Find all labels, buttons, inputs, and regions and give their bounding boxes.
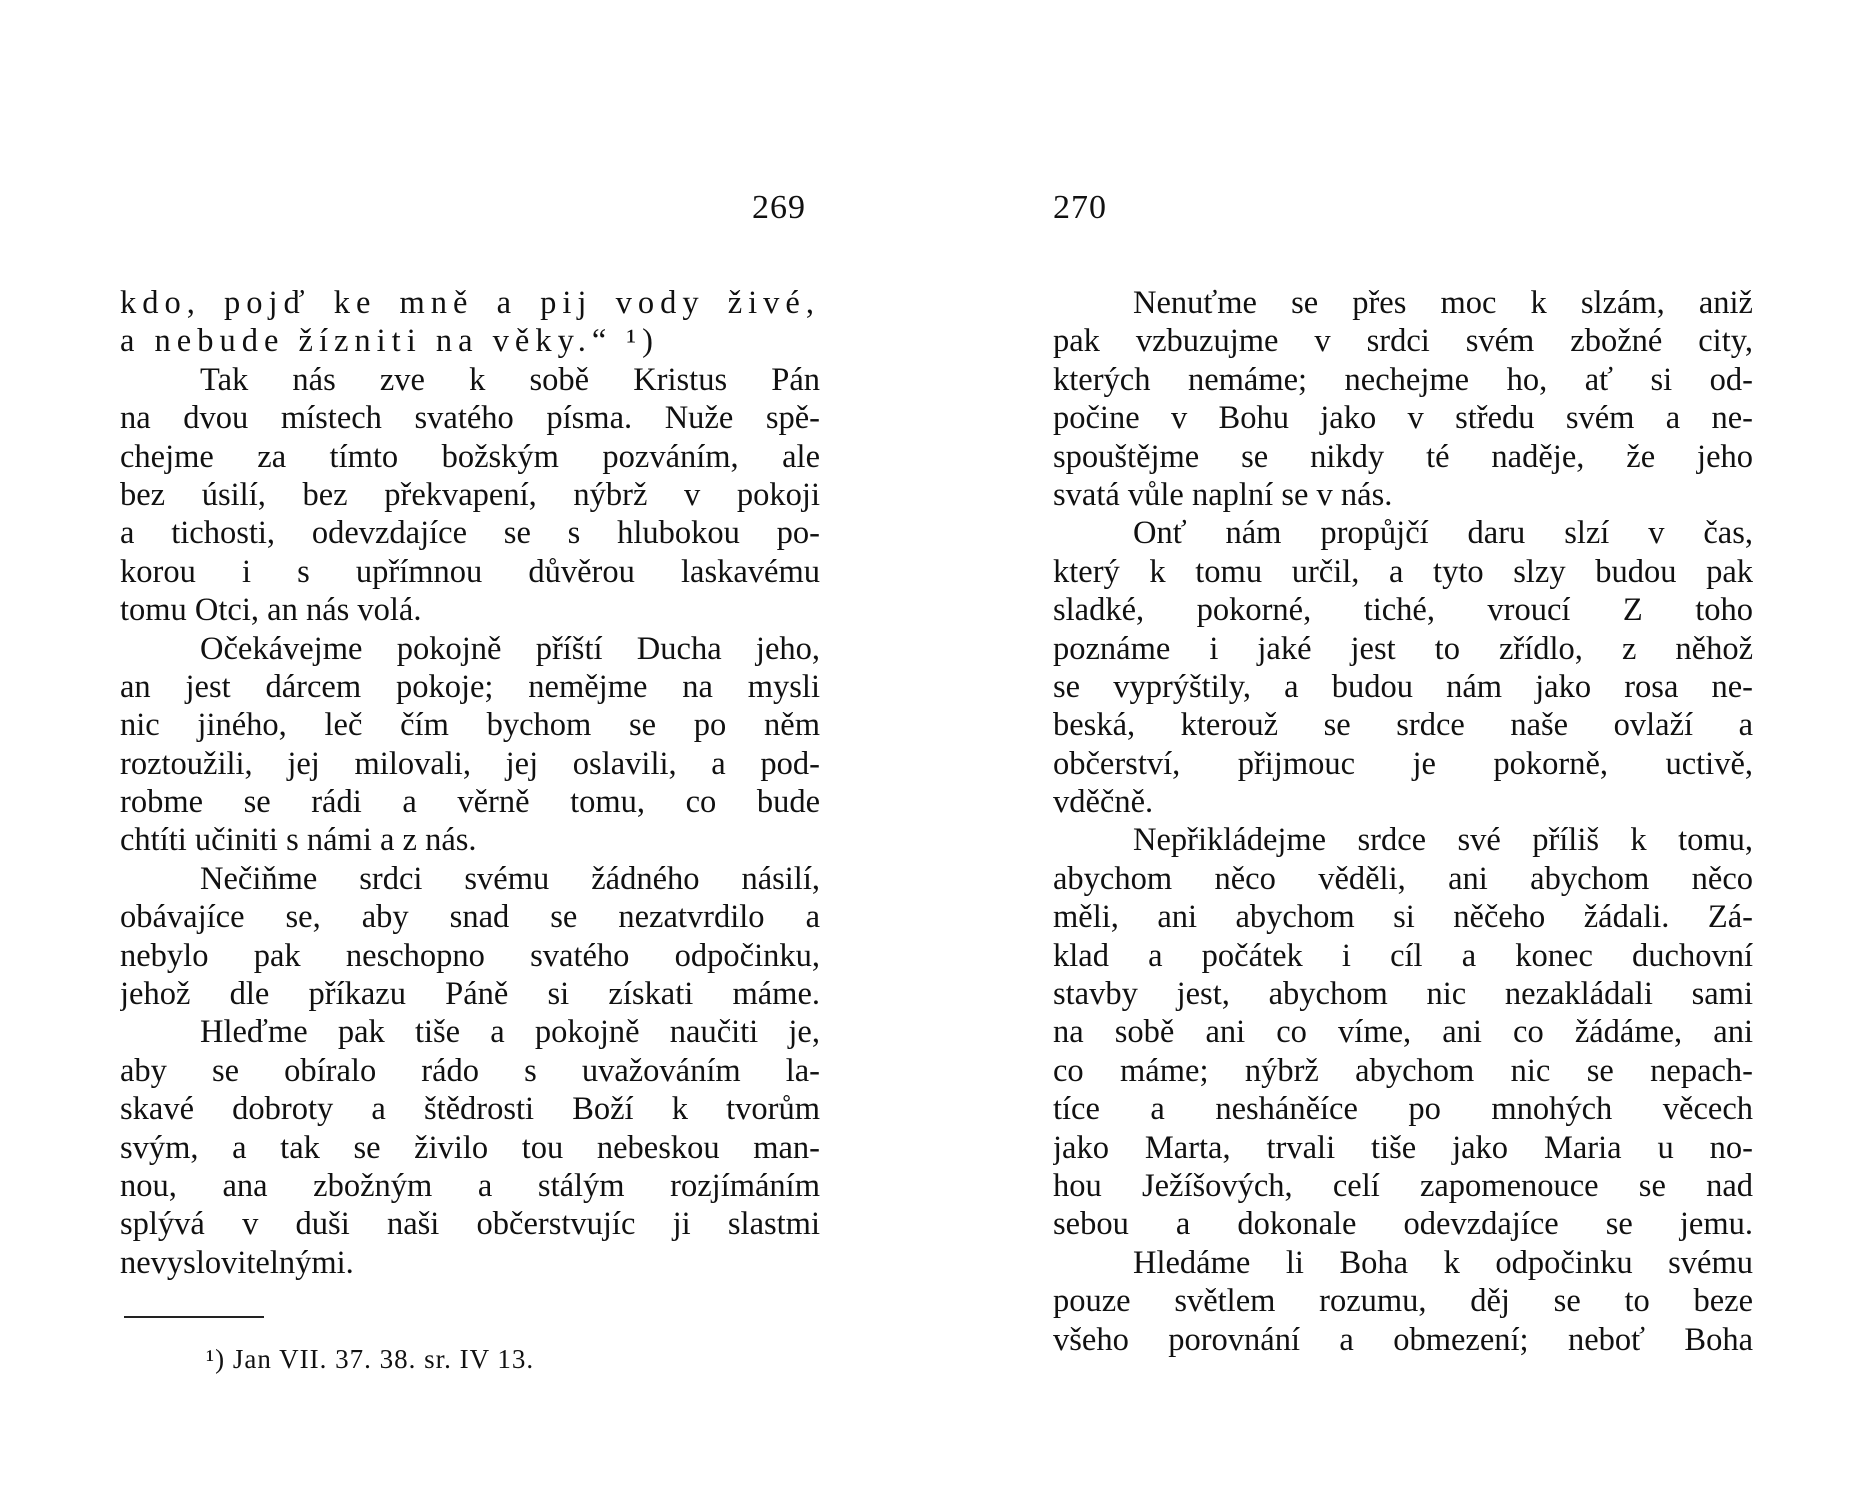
text-line: skavé dobroty a štědrosti Boží k tvorům (120, 1091, 820, 1128)
text-line: pouze světlem rozumu, děj se to beze (1053, 1283, 1753, 1320)
text-line: obávajíce se, aby snad se nezatvrdilo a (120, 899, 820, 936)
text-line: nic jiného, leč čím bychom se po něm (120, 707, 820, 744)
text-line: a nebude žízniti na věky.“ ¹) (120, 323, 659, 360)
text-line: chtíti učiniti s námi a z nás. (120, 822, 477, 859)
text-line: kdo, pojď ke mně a pij vody živé, (120, 285, 820, 321)
text-line: klad a počátek i cíl a konec duchovní (1053, 937, 1753, 974)
text-line: jako Marta, trvali tiše jako Maria u no- (1053, 1129, 1753, 1166)
text-line: tíce a nesháněíce po mnohých věcech (1053, 1091, 1753, 1128)
text-line: všeho porovnání a obmezení; neboť Boha (1053, 1321, 1753, 1358)
text-line: pak vzbuzujme v srdci svém zbožné city, (1053, 323, 1753, 360)
footnote: ¹) Jan VII. 37. 38. sr. IV 13. (206, 1344, 535, 1374)
text-line: roztoužili, jej milovali, jej oslavili, a pod- (120, 745, 820, 782)
text-line: aby se obíralo rádo s uvažováním la- (120, 1052, 820, 1089)
text-line: korou i s upřímnou důvěrou laskavému (120, 553, 820, 590)
page-text (120, 284, 820, 1282)
text-line: Hledáme li Boha k odpočinku svému (1133, 1244, 1753, 1281)
text-line: bez úsilí, bez překvapení, nýbrž v pokoji (120, 476, 820, 513)
footnote-divider (124, 1316, 264, 1318)
text-line: co máme; nýbrž abychom nic se nepach- (1053, 1052, 1753, 1089)
text-line: nevyslovitelnými. (120, 1244, 354, 1281)
text-line: sebou a dokonale odevzdajíce se jemu. (1053, 1206, 1753, 1243)
text-line: poznáme i jaké jest to zřídlo, z něhož (1053, 630, 1753, 667)
text-line: sladké, pokorné, tiché, vroucí Z toho (1053, 592, 1753, 629)
text-line: nebylo pak neschopno svatého odpočinku, (120, 937, 820, 974)
text-line: abychom něco věděli, ani abychom něco (1053, 860, 1753, 897)
text-line: Hleďme pak tiše a pokojně naučiti je, (200, 1014, 820, 1051)
text-line: občerství, přijmouc je pokorně, uctivě, (1053, 745, 1753, 782)
right-page (1053, 0, 1753, 1500)
text-line: hou Ježíšových, celí zapomenouce se nad (1053, 1167, 1753, 1204)
left-page (120, 0, 820, 1500)
text-line: beská, kterouž se srdce naše ovlaží a (1053, 707, 1753, 744)
text-line: a tichosti, odevzdajíce se s hlubokou po- (120, 515, 820, 552)
text-line: Tak nás zve k sobě Kristus Pán (200, 361, 820, 398)
text-line: chejme za tímto božským pozváním, ale (120, 438, 820, 475)
text-line: svatá vůle naplní se v nás. (1053, 476, 1393, 513)
text-line: kterých nemáme; nechejme ho, ať si od- (1053, 361, 1753, 398)
text-line: stavby jest, abychom nic nezakládali sami (1053, 976, 1753, 1013)
text-line: vděčně. (1053, 784, 1154, 821)
page-number: 270 (1053, 189, 1107, 226)
text-line: Onť nám propůjčí daru slzí v čas, (1133, 515, 1753, 552)
text-line: Nečiňme srdci svému žádného násilí, (200, 860, 820, 897)
text-line: nou, ana zbožným a stálým rozjímáním (120, 1167, 820, 1204)
text-line: který k tomu určil, a tyto slzy budou pak (1053, 553, 1753, 590)
page-text (1053, 284, 1753, 1359)
text-line: robme se rádi a věrně tomu, co bude (120, 784, 820, 821)
text-line: se vyprýštily, a budou nám jako rosa ne- (1053, 668, 1753, 705)
text-line: na sobě ani co víme, ani co žádáme, ani (1053, 1014, 1753, 1051)
text-line: na dvou místech svatého písma. Nuže spě- (120, 400, 820, 437)
text-line: svým, a tak se živilo tou nebeskou man- (120, 1129, 820, 1166)
text-line: splývá v duši naši občerstvujíc ji slastmi (120, 1206, 820, 1243)
text-line: Nenuťme se přes moc k slzám, aniž (1133, 285, 1753, 321)
page-number: 269 (752, 189, 806, 226)
text-line: tomu Otci, an nás volá. (120, 592, 422, 629)
text-line: an jest dárcem pokoje; nemějme na mysli (120, 668, 820, 705)
text-line: spouštějme se nikdy té naděje, že jeho (1053, 438, 1753, 475)
text-line: Očekávejme pokojně příští Ducha jeho, (200, 630, 820, 667)
text-line: jehož dle příkazu Páně si získati máme. (120, 976, 820, 1013)
text-line: Nepřikládejme srdce své příliš k tomu, (1133, 822, 1753, 859)
text-line: počine v Bohu jako v středu svém a ne- (1053, 400, 1753, 437)
text-line: měli, ani abychom si něčeho žádali. Zá- (1053, 899, 1753, 936)
